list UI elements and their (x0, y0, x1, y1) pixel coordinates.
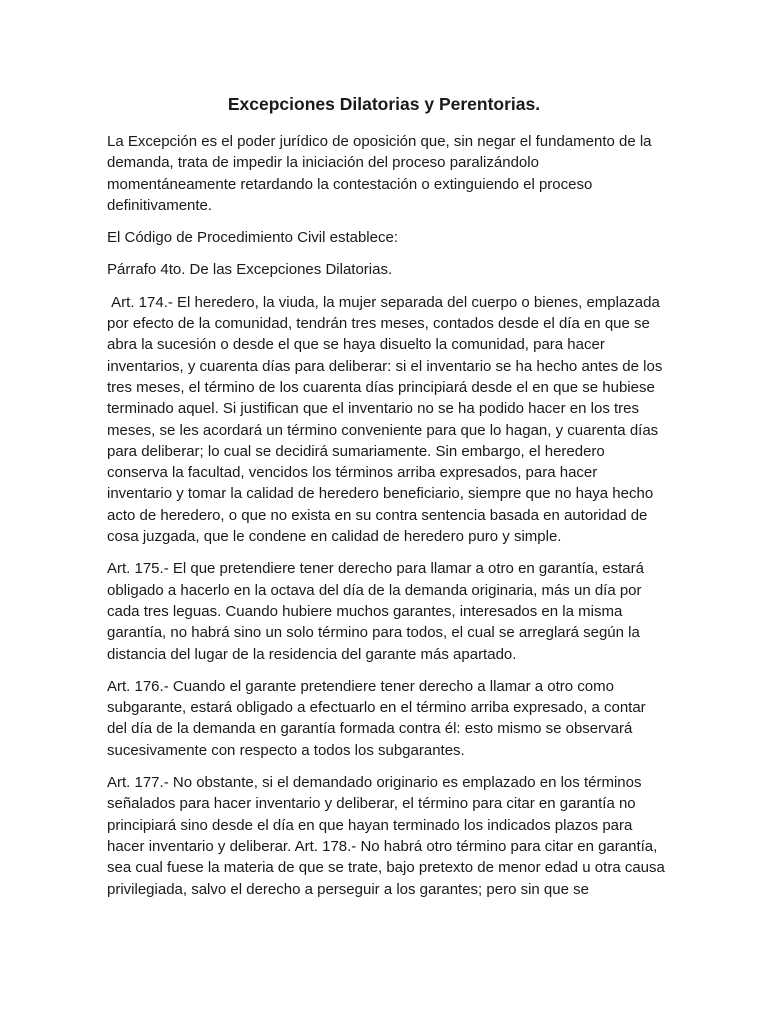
paragraph-art-177: Art. 177.- No obstante, si el demandado originario es emplazado en los términos señalados para hacer inventario y deliberar, el término para citar en garantía no principiará sino desde el día en que hayan terminado los indicados plazos para hacer inventario y deliberar. Art. 178.- No habrá otro término para citar en garantía, sea cual fuese la materia de que se trate, bajo pretexto de menor edad u otra causa privilegiada, salvo el derecho a perseguir a los garantes; pero sin que se (107, 774, 665, 898)
paragraph-intro: La Excepción es el poder jurídico de oposición que, sin negar el fundamento de la demanda, trata de impedir la iniciación del proceso paralizándolo momentáneamente retardando la contestación o extinguiendo el proceso definitivamente. (107, 133, 652, 214)
paragraph-art-176: Art. 176.- Cuando el garante pretendiere tener derecho a llamar a otro como subgarante, estará obligado a efectuarlo en el término arriba expresado, a contar del día de la demanda en garantía formada contra él: esto mismo se observará sucesivamente con respecto a todos los subgarantes. (107, 677, 646, 759)
paragraph-heading-parrafo: Párrafo 4to. De las Excepciones Dilatorias. (107, 261, 393, 279)
paragraph-codigo: El Código de Procedimiento Civil establece: (107, 229, 398, 247)
document-title: Excepciones Dilatorias y Perentorias. (227, 94, 541, 114)
paragraph-art-175: Art. 175.- El que pretendiere tener derecho para llamar a otro en garantía, estará obligado a hacerlo en la octava del día de la demanda originaria, más un día por cada tres leguas. Cuando hubiere muchos garantes, interesados en la misma garantía, no habrá sino un solo término para todos, el cual se arreglará según la distancia del lugar de la residencia del garante más apartado. (107, 560, 644, 663)
paragraph-art-174: Art. 174.- El heredero, la viuda, la mujer separada del cuerpo o bienes, emplazada por efecto de la comunidad, tendrán tres meses, contados desde el día en que se abra la sucesión o desde el que se haya disuelto la comunidad, para hacer inventarios, y cuarenta días para deliberar: si el inventario se ha hecho antes de los tres meses, el término de los cuarenta días principiará desde el en que se hubiese terminado aquel. Si justifican que el inventario no se ha podido hacer en los tres meses, se les acordará un término conveniente para que lo hagan, y cuarenta días para deliberar; lo cual se decidirá sumariamente. Sin embargo, el heredero conserva la facultad, vencidos los términos arriba expresados, para hacer inventario y tomar la calidad de heredero beneficiario, siempre que no haya hecho acto de heredero, o que no exista en su contra sentencia basada en autoridad de cosa juzgada, que le condene en calidad de heredero puro y simple. (107, 293, 667, 546)
document-body (107, 131, 665, 911)
